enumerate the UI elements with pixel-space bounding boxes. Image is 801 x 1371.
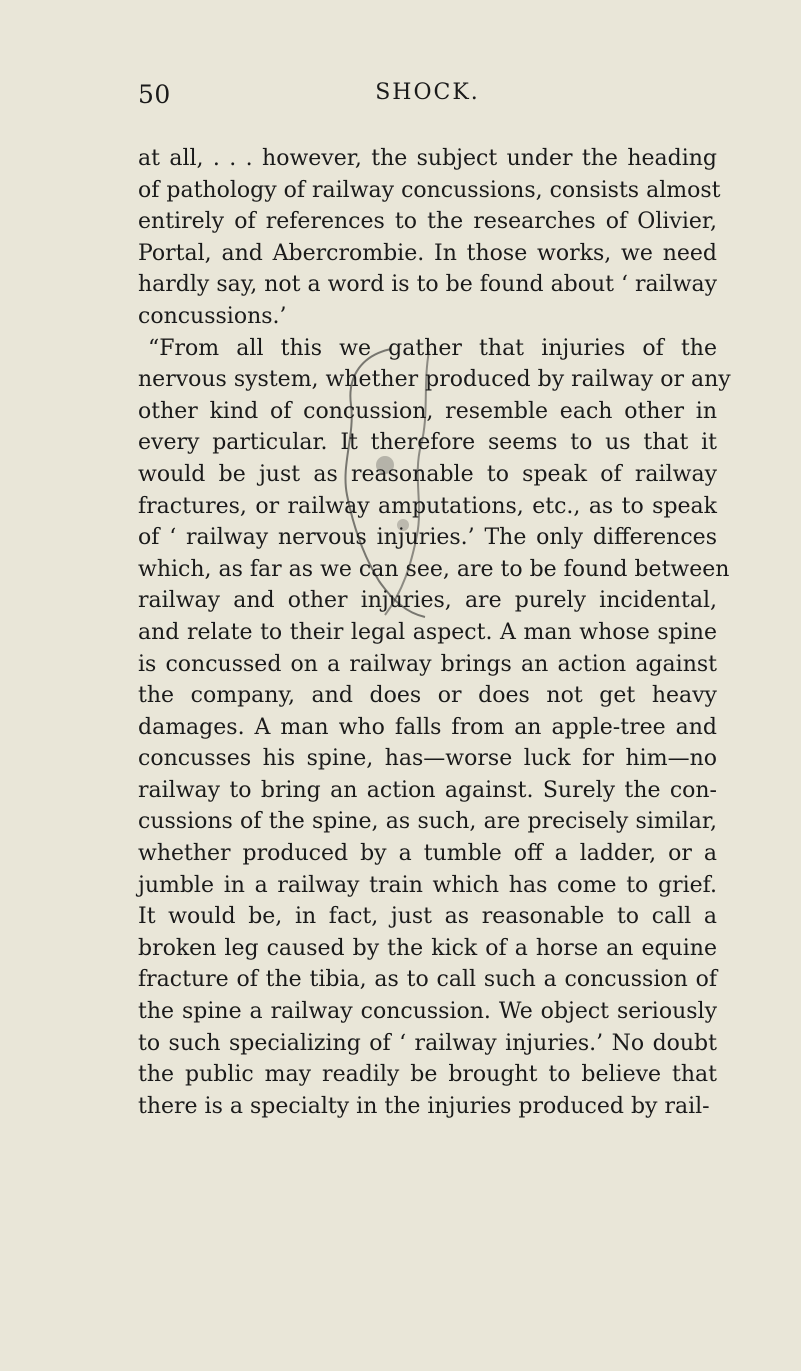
text-line: fractures, or railway amputations, etc., as to speak	[138, 493, 717, 519]
text-line: It would be, in fact, just as reasonable to call a	[138, 904, 717, 930]
text-line: hardly say, not a word is to be found about ‘ railway	[138, 272, 718, 298]
text-line: entirely of references to the researches of Olivier,	[138, 209, 717, 235]
text-line: Portal, and Abercrombie. In those works, we need	[138, 240, 717, 266]
text-line: “From all this we gather that injuries of the	[148, 335, 717, 361]
page-header	[138, 80, 717, 110]
text-line: fracture of the tibia, as to call such a concussion of	[138, 967, 717, 993]
text-line: to such specializing of ‘ railway injuries.’ No doubt	[138, 1030, 717, 1056]
text-line: at all, . . . however, the subject under the heading	[138, 146, 717, 171]
text-line: of pathology of railway concussions, consists almost	[138, 177, 721, 203]
text-line: railway to bring an action against. Surely the con-	[138, 777, 717, 803]
running-head: SHOCK.	[375, 80, 480, 105]
page-number: 50	[138, 80, 171, 109]
text-line: damages. A man who falls from an apple-tree and	[138, 714, 717, 740]
text-line: broken leg caused by the kick of a horse an equine	[138, 935, 717, 961]
text-line: the spine a railway concussion. We object seriously	[138, 999, 717, 1025]
text-line: the public may readily be brought to believe that	[138, 1062, 717, 1088]
text-line: would be just as reasonable to speak of railway	[138, 461, 717, 487]
text-line: cussions of the spine, as such, are precisely similar,	[138, 809, 717, 835]
text-line: there is a specialty in the injuries produced by rail-	[138, 1093, 710, 1119]
text-line: the company, and does or does not get heavy	[138, 683, 717, 709]
body-text	[138, 143, 731, 1122]
text-line: nervous system, whether produced by railway or any	[138, 367, 731, 393]
text-line: of ‘ railway nervous injuries.’ The only differences	[138, 525, 717, 551]
text-line: is concussed on a railway brings an action against	[138, 651, 717, 677]
text-line: every particular. It therefore seems to us that it	[138, 430, 717, 456]
text-line: concussions.’	[138, 303, 287, 329]
text-line: concusses his spine, has—worse luck for him—no	[138, 746, 717, 772]
text-line: railway and other injuries, are purely incidental,	[138, 588, 717, 614]
text-line: and relate to their legal aspect. A man whose spine	[138, 619, 717, 645]
text-line: jumble in a railway train which has come to grief.	[138, 872, 717, 898]
text-line: other kind of concussion, resemble each other in	[138, 398, 717, 424]
text-line: which, as far as we can see, are to be found between	[138, 556, 730, 582]
text-line: whether produced by a tumble off a ladder, or a	[138, 841, 717, 867]
